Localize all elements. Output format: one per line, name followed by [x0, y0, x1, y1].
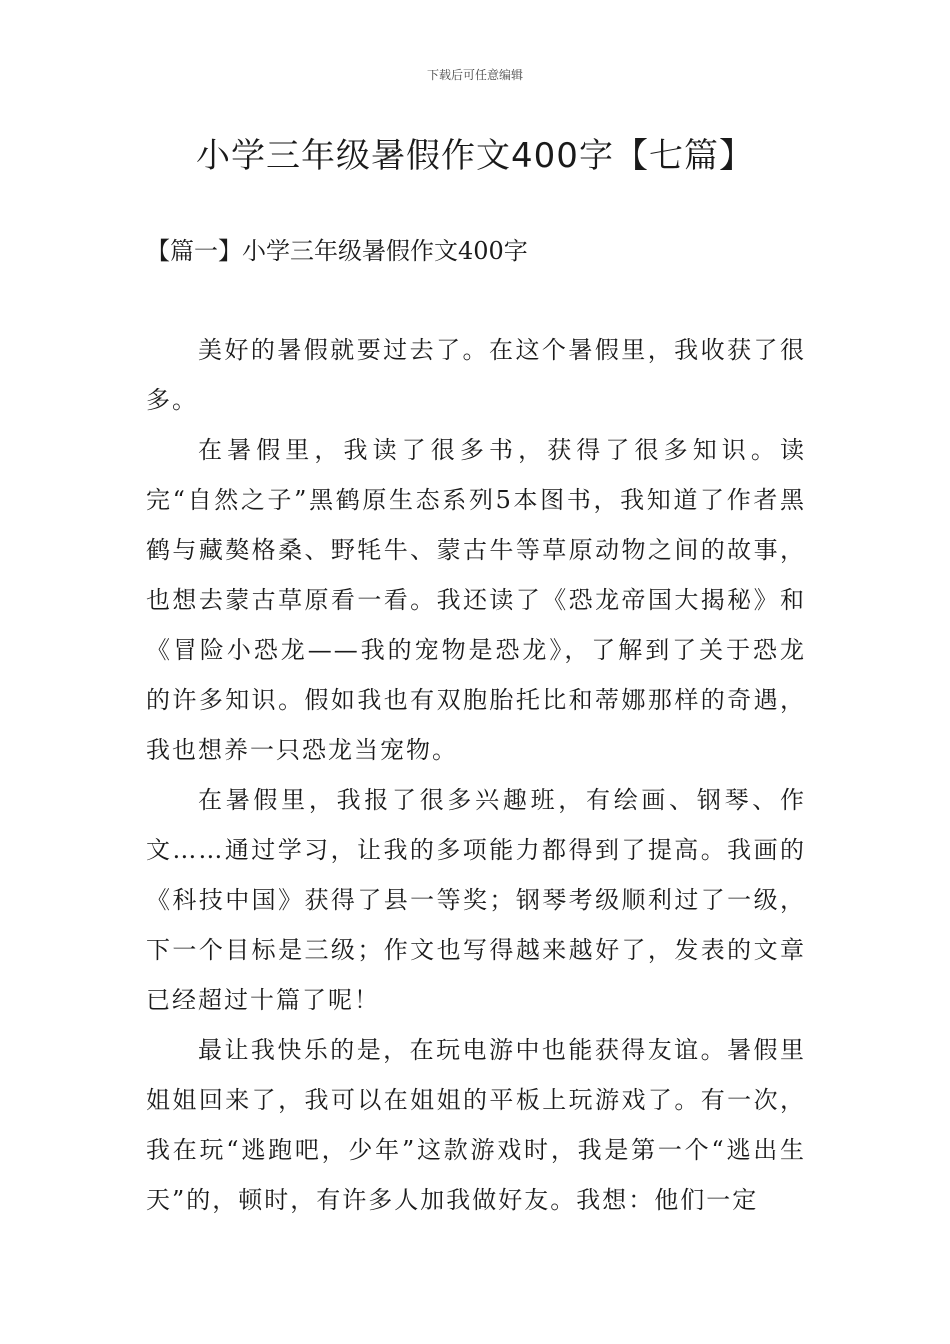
paragraph-4: 最让我快乐的是，在玩电游中也能获得友谊。暑假里姐姐回来了，我可以在姐姐的平板上玩游戏了。有一次，我在玩“逃跑吧，少年”这款游戏时，我是第一个“逃出生天”的，顿时，有许多人加我做好友。我想：他们一定: [146, 1036, 806, 1214]
section-heading: 【篇一】小学三年级暑假作文400字: [146, 237, 528, 265]
header-note: 下载后可任意编辑: [426, 68, 523, 82]
paragraph-2: 在暑假里，我读了很多书，获得了很多知识。读完“自然之子”黑鹤原生态系列5本图书，我知道了作者黑鹤与藏獒格桑、野牦牛、蒙古牛等草原动物之间的故事，也想去蒙古草原看一看。我还读了《恐龙帝国大揭秘》和《冒险小恐龙——我的宠物是恐龙》，了解到了关于恐龙的许多知识。假如我也有双胞胎托比和蒂娜那样的奇遇，我也想养一只恐龙当宠物。: [146, 436, 806, 764]
paragraph-3: 在暑假里，我报了很多兴趣班，有绘画、钢琴、作文……通过学习，让我的多项能力都得到了提高。我画的《科技中国》获得了县一等奖；钢琴考级顺利过了一级，下一个目标是三级；作文也写得越来越好了，发表的文章已经超过十篇了呢！: [146, 786, 806, 1014]
essay-body: [146, 325, 806, 1225]
paragraph-1: 美好的暑假就要过去了。在这个暑假里，我收获了很多。: [146, 336, 806, 414]
document-title: 小学三年级暑假作文400字【七篇】: [196, 136, 754, 176]
